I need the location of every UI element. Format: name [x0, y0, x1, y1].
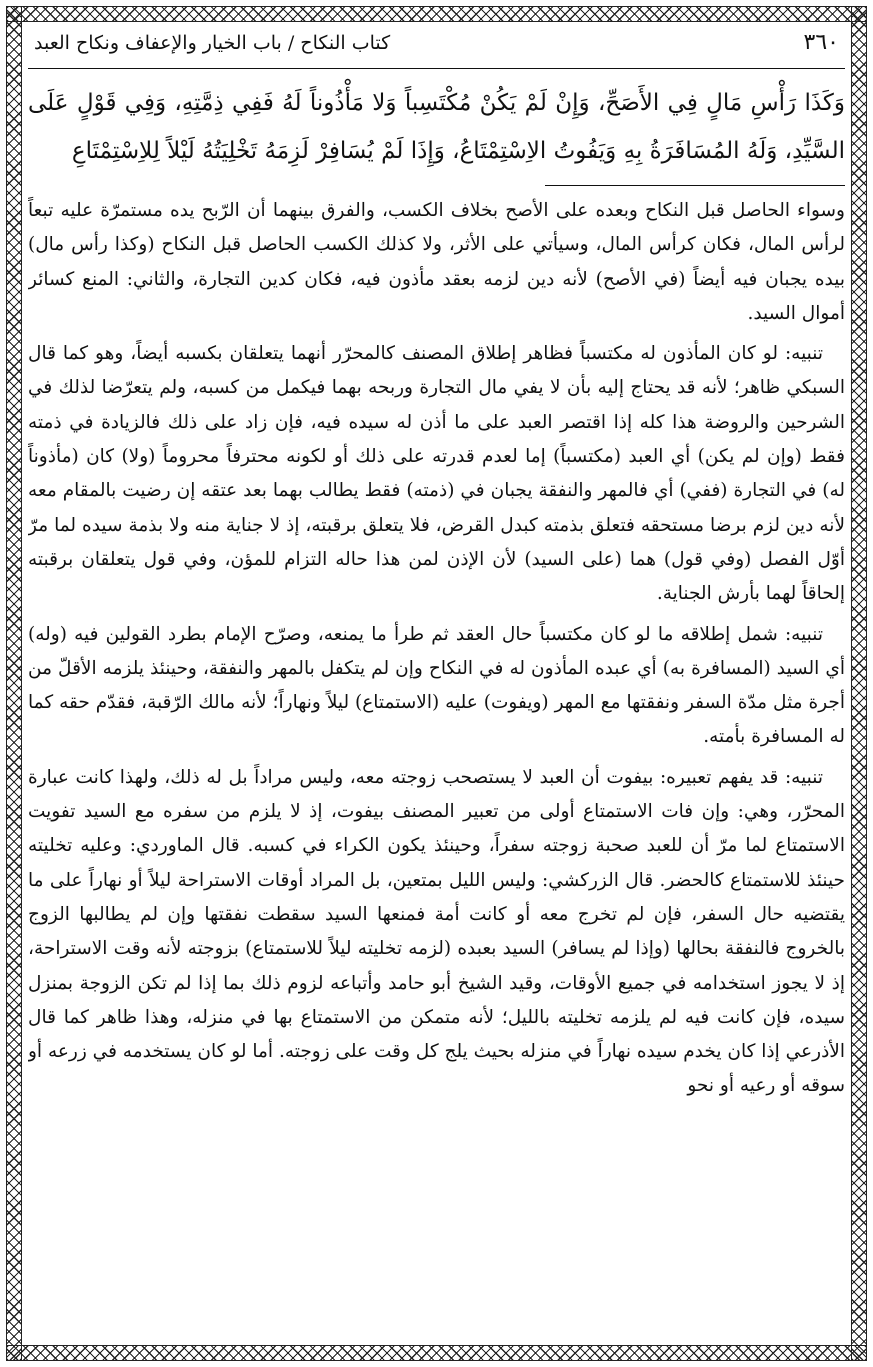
running-title: كتاب النكاح / باب الخيار والإعفاف ونكاح العبد [34, 32, 391, 54]
commentary-paragraph-3: تنبيه: شمل إطلاقه ما لو كان مكتسباً حال العقد ثم طرأ ما يمنعه، وصرّح الإمام بطرد القولين فيه (وله) أي السيد (المسافرة به) أي عبده المأذون له في النكاح وإن لم يتكفل بالمهر والنفقة، وحينئذ يلزمه الأقلّ من أجرة مثل مدّة السفر ونفقتها مع المهر (ويفوت) عليه (الاستمتاع) ليلاً ونهاراً؛ لأنه مالك الرّقبة، فقدّم حقه كما له المسافرة بأمته. [28, 623, 845, 748]
matn-divider [545, 185, 845, 186]
commentary-paragraph-1: وسواء الحاصل قبل النكاح وبعده على الأصح بخلاف الكسب، والفرق بينهما أن الرّبح يده مستمرّة عليه تبعاً لرأس المال، فكان كرأس المال، وسيأتي على الأثر، ولا كذلك الكسب الحاصل قبل النكاح (وكذا رأس مال) بيده يجبان فيه أيضاً (في الأصح) لأنه دين لزمه بعقد مأذون فيه، فكان كدين التجارة، والثاني: المنع كسائر أموال السيد. [28, 200, 845, 324]
ornamental-border-left [6, 6, 22, 1361]
matn-paragraph: وَكَذَا رَأْسِ مَالٍ فِي الأَصَحِّ، وَإِنْ لَمْ يَكُنْ مُكْتَسِباً وَلا مَأْذُوناً لَهُ فَفِي ذِمَّتِهِ، وَفِي قَوْلٍ عَلَى السَّيِّدِ، وَلَهُ المُسَافَرَةُ بِهِ وَيَفُوتُ الاِسْتِمْتَاعُ، وَإِذَا لَمْ يُسَافِرْ لَزِمَهُ تَخْلِيَتُهُ لَيْلاً لِلاِسْتِمْتَاعِ [28, 90, 845, 164]
page-content [28, 30, 845, 1337]
ornamental-border-top [6, 6, 867, 22]
page-number: ٣٦٠ [803, 30, 839, 55]
commentary-paragraph-2: تنبيه: لو كان المأذون له مكتسباً فظاهر إطلاق المصنف كالمحرّر أنهما يتعلقان بكسبه أيضاً، وهو كما قال السبكي ظاهر؛ لأنه قد يحتاج إليه بأن لا يفي مال التجارة وربحه بهما فيكمل من كسبه، ولم يتعرّضا لذلك في الشرحين والروضة هذا كله إذا اقتصر العبد على ما أذن له سيده فيه، فإن زاد على ذلك فالزيادة في ذمته فقط (وإن لم يكن) أي العبد (مكتسباً) إما لعدم قدرته على ذلك أو لكونه محترفاً محروماً (ولا) كان (مأذوناً له) في التجارة (ففي) أي فالمهر والنفقة يجبان في (ذمته) فقط يطالب بهما بعد عتقه إن رضيت بالمقام معه لأنه دين لزم برضا مستحقه فتعلق بذمته كبدل القرض، فلا يتعلق برقبته، إذ لا جناية منه ولا بذمة سيده لما مرّ أوّل الفصل (وفي قول) هما (على السيد) لأن الإذن لمن هذا حاله التزام للمؤن، وفي قول يتعلقان برقبته إلحاقاً لهما بأرش الجناية. [28, 343, 845, 605]
ornamental-border-bottom [6, 1345, 867, 1361]
ornamental-border-right [851, 6, 867, 1361]
commentary-paragraph-4: تنبيه: قد يفهم تعبيره: بيفوت أن العبد لا يستصحب زوجته معه، وليس مراداً بل له ذلك، ولهذا كانت عبارة المحرّر، وهي: وإن فات الاستمتاع أولى من تعبير المصنف بيفوت، إذ لا يلزم من سفره مع السيد تفويت الاستمتاع لما مرّ أن للعبد صحبة زوجته سفراً، وحينئذ يكون الكراء في كسبه. قال الماوردي: وعليه تخليته حينئذ للاستمتاع كالحضر. قال الزركشي: وليس الليل بمتعين، بل المراد أوقات الاستراحة ليلاً أو نهاراً على ما يقتضيه حال السفر، فإن لم تخرج معه أو كانت أمة فمنعها السيد سقطت نفقتها وإن لم يطالبها الزوج بالخروج فالنفقة بحالها (وإذا لم يسافر) السيد بعبده (لزمه تخليته ليلاً للاستمتاع) بزوجته لأنه وقت الاستراحة، إذ لا يجوز استخدامه في جميع الأوقات، وقيد الشيخ أبو حامد وأتباعه لزوم ذلك بما إذا لم تكن الزوجة بمنزل سيده، فإن كانت فيه لم يلزمه تخليته بالليل؛ لأنه متمكن من الاستمتاع بها في منزله، وهذا ظاهر كما قال الأذرعي إذا كان يخدم سيده نهاراً في منزله بحيث يلج كل وقت على زوجته. أما لو كان يستخدمه في زرعه أو سوقه أو رعيه أو نحو [28, 766, 845, 1097]
matn-text [28, 79, 845, 175]
commentary-text [28, 194, 845, 1104]
running-header [28, 30, 845, 69]
